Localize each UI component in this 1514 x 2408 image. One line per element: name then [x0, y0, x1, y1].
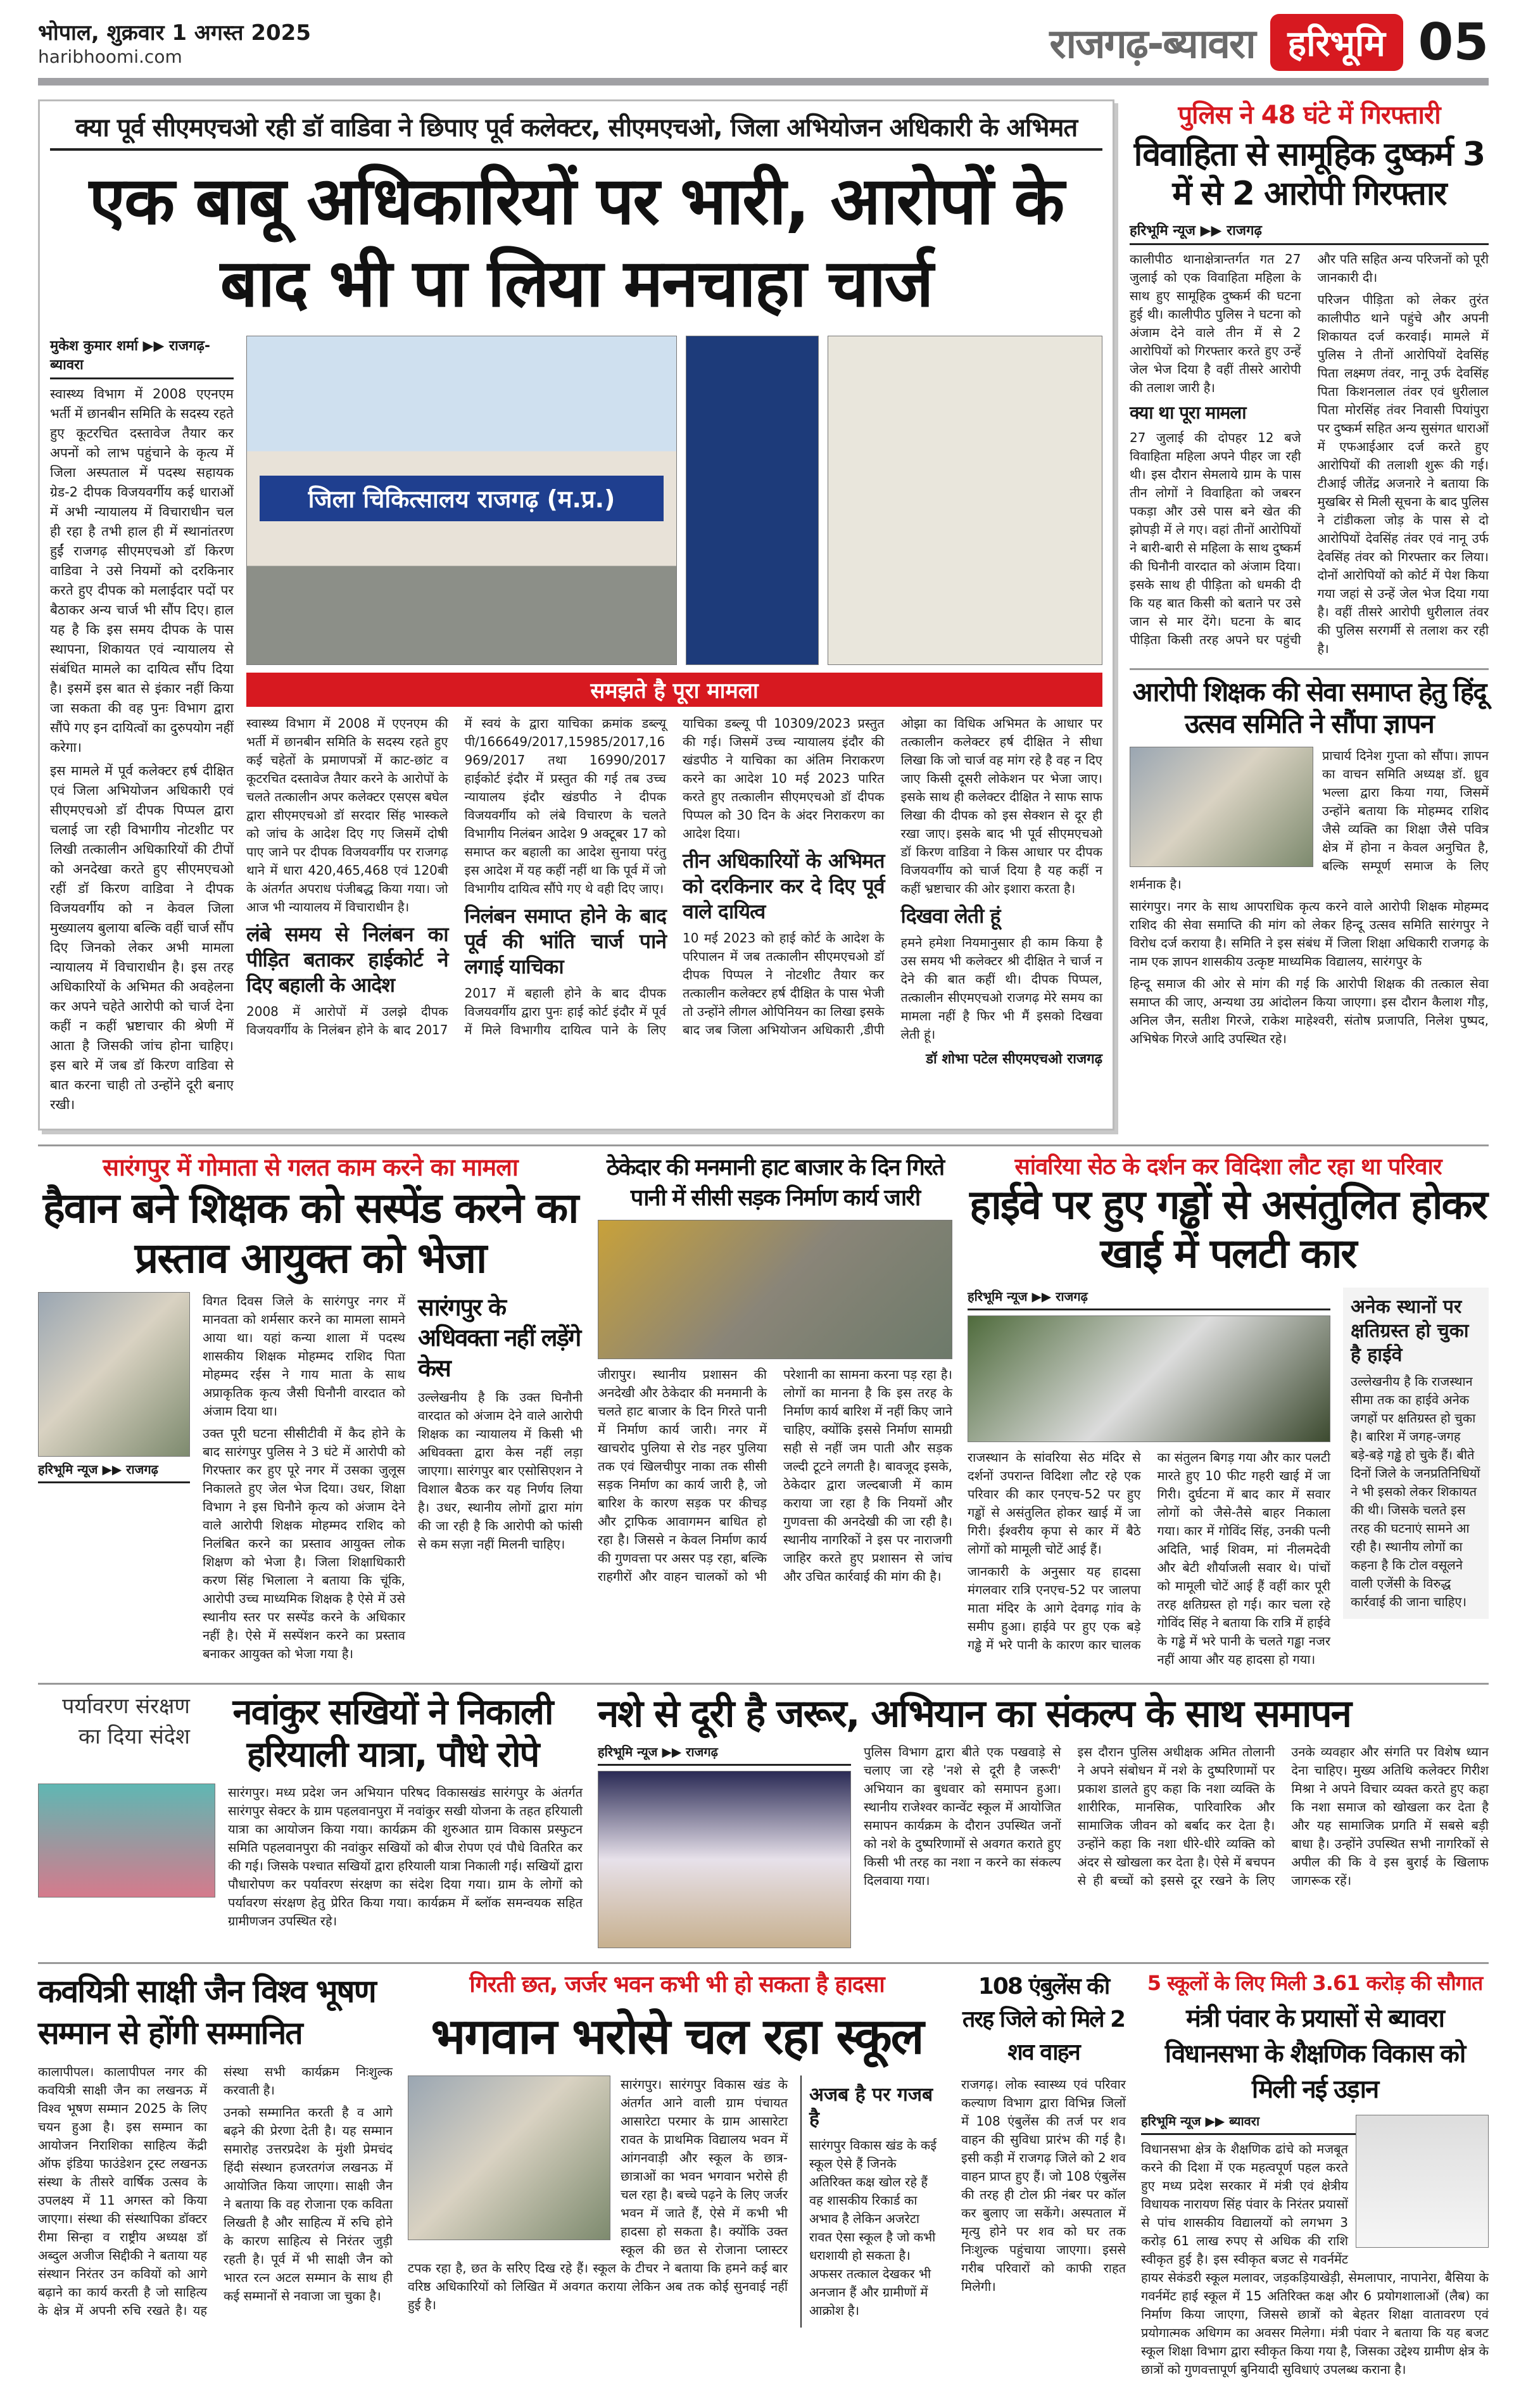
story-body	[38, 2063, 393, 2320]
paragraph: सारंगपुर। सारंगपुर विकास खंड के अंतर्गत आने वाली ग्राम पंचायत आसारेटा परमार के ग्राम आसारेटा रावत के प्राथमिक विद्यालय भवन में आंगनवाड़ी और स्कूल के छात्र-छात्राओं का भवन भगवान भरोसे ही चल रहा है। बच्चे पढ़ने के लिए जर्जर भवन में जाते हैं, ऐसे में कभी भी हादसा हो सकता है। क्योंकि उक्त स्कूल की छत से रोजाना प्लास्टर टपक रहा है, छत के सरिए दिख रहे हैं। स्कूल के टीचर ने बताया कि हमने कई बार वरिष्ठ अधिकारियों को लिखित में अवगत कराया लेकिन अब तक कोई सुनवाई नहीं हुई है।	[408, 2077, 788, 2313]
story-kicker: पर्यावरण संरक्षण का दिया संदेश	[62, 1693, 190, 1749]
memorandum-photo	[1130, 747, 1313, 867]
sidebar-text: उल्लेखनीय है कि राजस्थान सीमा तक का हाईवे अनेक जगहों पर क्षतिग्रस्त हो चुका है। बारिश में जगह-जगह बड़े-बड़े गड्ढे हो चुके हैं। बीते दिनों जिले के जनप्रतिनिधियों ने भी इसको लेकर शिकायत की थी। जिसके चलते इस तरह की घटनाएं सामने आ रही है। स्थानीय लोगों का कहना है कि टोल वसूलने वाली एजेंसी के विरुद्ध कार्रवाई की जाना चाहिए।	[1351, 1373, 1480, 1609]
paragraph: हमने हमेशा नियमानुसार ही काम किया है उस समय भी कलेक्टर श्री दीक्षित ने चार्ज न देने की बात कहीं थी। दीपक पिप्पल, तत्कालीन सीएमएचओ राजगढ़ मेरे समय का मामला नहीं है फिर भी मैं इसको दिखवा लेती हूं।	[900, 935, 1102, 1042]
subheading: दिखवा लेती हूं	[900, 904, 1000, 928]
story-headline: मंत्री पंवार के प्रयासों से ब्यावरा विधानसभा के शैक्षणिक विकास को मिली नई उड़ान	[1164, 2003, 1465, 2104]
minister-photo	[1356, 2115, 1489, 2248]
sidebar-text: उल्लेखनीय है कि उक्त घिनौनी वारदात को अंजाम देने वाले आरोपी शिक्षक का न्यायालय में किसी भी अधिवक्ता द्वारा केस नहीं लड़ा जाएगा। सारंगपुर बार एसोसिएशन ने विशाल बैठक कर यह निर्णय लिया है। उधर, स्थानीय लोगों द्वारा मांग की जा रही है कि आरोपी को फांसी से कम सज़ा नहीं मिलनी चाहिए।	[418, 1389, 583, 1552]
paragraph: 27 जुलाई की दोपहर 12 बजे विवाहिता महिला अपने पीहर जा रही थी। इस दौरान सेमलाये ग्राम के पास तीन लोगों ने विवाहिता को जबरन पकड़ा और उसे पास बने खेत की झोपड़ी में ले गए। वहां तीनों आरोपियों ने बारी-बारी से महिला के साथ दुष्कर्म की घिनौनी वारदात को अंजाम दिया। इसके साथ ही पीड़िता को धमकी दी कि यह बात किसी को बताने पर उसे जान से मार देंगे। घटना के बाद पीड़िता किसी तरह अपने घर पहुंची और पति सहित अन्य परिजनों को पूरी जानकारी दी।	[1130, 251, 1489, 647]
story-subhead: क्या था पूरा मामला	[1130, 402, 1246, 423]
lead-left-column	[50, 384, 234, 1115]
paragraph: राजगढ़। लोक स्वास्थ्य एवं परिवार कल्याण विभाग द्वारा विभिन्न जिलों में 108 एंबुलेंस की तर्ज पर शव वाहन की सुविधा प्रारंभ की गई है। इसी कड़ी में राजगढ़ जिले को 2 शव वाहन प्राप्त हुए हैं। जो 108 एंबुलेंस की तरह ही टोल फ्री नंबर पर कॉल कर बुलाए जा सकेंगे। अस्पताल में मृत्यु होने पर शव को घर तक निःशुल्क पहुंचाया जाएगा। इससे गरीब परिवारों को काफी राहत मिलेगी।	[961, 2076, 1126, 2294]
story-headline: हैवान बने शिक्षक को सस्पेंड करने का प्रस्ताव आयुक्त को भेजा	[42, 1183, 578, 1283]
story-headline: कवयित्री साक्षी जैन विश्व भूषण सम्मान से होंगी सम्मानित	[38, 1972, 375, 2051]
subheading: तीन अधिकारियों के अभिमत को दरकिनार कर दे दिए पूर्व वाले दायित्व	[683, 849, 885, 923]
story-kicker: सांवरिया सेठ के दर्शन कर विदिशा लौट रहा था परिवार	[1014, 1154, 1442, 1180]
story-body	[961, 2075, 1126, 2296]
accused-teacher-photo	[38, 1292, 190, 1457]
teacher-suspension-story	[38, 1153, 583, 1667]
greenery-yatra-story	[38, 1691, 583, 1934]
teacher-memo-story	[1130, 668, 1489, 1052]
paragraph: 2008 में आरोपों में उलझे दीपक विजयवर्गीय के निलंबन होने के बाद 2017 में स्वयं के द्वारा याचिका क्रमांक डब्ल्यू पी/166649/2017,15985/2017,16969/2017 तथा 16990/2017 हाईकोर्ट इंदौर में प्रस्तुत की गई तब उच्च न्यायालय इंदौर खंडपीठ ने दीपक विजयवर्गीय को लंबे विचारण के चलते विभागीय निलंबन आदेश 9 अक्टूबर 17 को समाप्त कर बहाली का आदेश सुनाया परंतु इस आदेश में यह कहीं नहीं था कि पूर्व में जो विभागीय दायित्व सौंपे गए थे वही दिए जाए।	[246, 716, 666, 1037]
hospital-photo	[246, 336, 677, 665]
paragraph: विगत दिवस जिले के सारंगपुर नगर में मानवता को शर्मसार करने का मामला सामने आया था। यहां कन्या शाला में पदस्थ शासकीय शिक्षक मोहम्मद राशिद पिता मोहम्मद रईस ने गाय माता के साथ अप्राकृतिक कृत्य जैसी घिनौनी वारदात को अंजाम दिया था।	[203, 1293, 405, 1419]
story-byline: हरिभूमि न्यूज ▶▶ राजगढ़	[1130, 220, 1489, 245]
hearse-vehicle-story	[961, 1970, 1126, 2300]
greenery-yatra-photo	[38, 1784, 215, 1898]
sidebar-title: सारंगपुर के अधिवक्ता नहीं लड़ेंगे केस	[418, 1293, 581, 1382]
campaign-event-photo	[598, 1771, 851, 1948]
paragraph: सारंगपुर। नगर के साथ आपराधिक कृत्य करने वाले आरोपी शिक्षक मोहम्मद राशिद की सेवा समाप्ति की मांग को लेकर हिन्दू उत्सव समिति सारंगपुर ने विरोध दर्ज कराया है। समिति ने इस संबंध में जिला शिक्षा अधिकारी राजगढ़ के नाम एक ज्ञापन शासकीय उत्कृष्ट माध्यमिक विद्यालय, सारंगपुर के	[1130, 898, 1489, 969]
poet-honour-story	[38, 1970, 393, 2320]
paragraph: सारंगपुर। मध्य प्रदेश जन अभियान परिषद विकासखंड सारंगपुर के अंतर्गत सारंगपुर सेक्टर के ग्राम पहलवानपुरा में नवांकुर सखी योजना के तहत हरियाली यात्रा का आयोजन किया गया। कार्यक्रम की शुरुआत ग्राम विकास प्रस्फुटन समिति पहलवानपुरा की नवांकुर सखियों को बीज रोपण एवं पौधे वितरित कर की गई। जिसके पश्चात सखियों द्वारा हरियाली यात्रा निकाली गई। सखियों द्वारा पौधारोपण कर पर्यावरण संरक्षण का संदेश दिया गया। ग्राम के लोगों को पर्यावरण संरक्षण हेतु प्रेरित किया गया। कार्यक्रम में ब्लॉक समन्वयक सहित ग्रामीणजन उपस्थित रहे।	[228, 1784, 583, 1929]
story-headline: भगवान भरोसे चल रहा स्कूल	[431, 2008, 923, 2065]
car-accident-story	[968, 1153, 1489, 1669]
paragraph: स्वास्थ्य विभाग में 2008 एएनएम भर्ती में छानबीन समिति के सदस्य रहते हुए कूटरचित दस्तावेज तैयार कर अपनों को लाभ पहुंचाने के कृत्य में जिला अस्पताल में पदस्थ सहायक ग्रेड-2 दीपक विजयवर्गीय कई धाराओं में अभी न्यायालय में विचाराधीन चल ही रहा है तभी हाल ही में स्थानांतरण हुईं राजगढ़ सीएमएचओ डॉ किरण वाडिवा ने उसे नियमों को दरकिनार करते हुए दीपक को मलाईदार पदों पर बैठाकर अन्य चार्ज भी सौंप दिए। हाल यह है कि इस समय दीपक के पास स्थापना, शिकायत एवं न्यायालय से संबंधित मामले का दायित्व सौंप दिया है। इसमें इस बात से इंकार नहीं किया जा सकता की वह पुनः विभाग द्वारा सौंपे गए इन दायित्वों का दुरुपयोग नहीं करेगा।	[50, 386, 234, 755]
story-headline: विवाहिता से सामूहिक दुष्कर्म 3 में से 2 आरोपी गिरफ्तार	[1133, 136, 1485, 213]
story-body	[598, 1366, 952, 1588]
whatsapp-screenshot	[686, 336, 819, 665]
subheading: निलंबन समाप्त होने के बाद पूर्व की भांति चार्ज पाने लगाई याचिका	[464, 904, 666, 979]
subheading: लंबे समय से निलंबन का पीड़ित बताकर हाईकोर्ट ने दिए बहाली के आदेश	[246, 922, 448, 997]
edition-date: भोपाल, शुक्रवार 1 अगस्त 2025	[38, 20, 311, 46]
sidebar-text: सारंगपुर विकास खंड के कई स्कूल ऐसे हैं जिनके अतिरिक्त कक्ष खोल रहे हैं वह शासकीय रिकार्ड का अभाव है लेकिन अजरेटा रावत ऐसा स्कूल है जो कभी धराशायी हो सकता है। अफसर तत्काल देखकर भी अनजान हैं और ग्रामीणों में आक्रोश है।	[809, 2138, 937, 2319]
explainer-banner: समझते है पूरा मामला	[246, 673, 1102, 707]
advocates-sidebar	[418, 1292, 583, 1554]
paragraph: 10 मई 2023 को हाई कोर्ट के आदेश के परिपालन में जब तत्कालीन सीएमएचओ डॉ दीपक पिप्पल ने नोटशीट तैयार कर तत्कालीन कलेक्टर हर्ष दीक्षित के पास भेजी तो उन्होंने लीगल ओपिनियन का लिखा इसके बाद जब जिला अभियोजन अधिकारी ,डीपी ओझा का विधिक अभिमत के आधार पर तत्कालीन कलेक्टर हर्ष दीक्षित ने सीधा लिखा कि जो चार्ज वह मांग रहे है वह न दिए जाए किसी दूसरी लोकेशन पर भेजा जाए। इसके साथ ही कलेक्टर दीक्षित ने साफ साफ लिखा की दीपक को इस सेक्शन से दूर ही रखा जाए। इसके बाद भी पूर्व सीएमएचओ डॉ किरण वाडिवा ने किस आधार पर दीपक विजयवर्गीय को चार्ज दिया है यह कहीं न कहीं भ्रष्टाचार की ओर इशारा करता है।	[683, 716, 1102, 1037]
section-title: राजगढ़-ब्यावरा	[1049, 21, 1255, 68]
story-body	[968, 1448, 1330, 1669]
anti-drug-campaign-story	[598, 1691, 1489, 1948]
story-byline: हरिभूमि न्यूज ▶▶ राजगढ़	[38, 1461, 190, 1483]
story-kicker: 5 स्कूलों के लिए मिली 3.61 करोड़ की सौगात	[1147, 1970, 1483, 1995]
lead-byline: मुकेश कुमार शर्मा ▶▶ राजगढ़-ब्यावरा	[50, 336, 234, 379]
right-column	[1130, 99, 1489, 1052]
school-funds-story	[1141, 1970, 1489, 2383]
story-byline: हरिभूमि न्यूज ▶▶ राजगढ़	[598, 1743, 851, 1766]
paragraph: स्वास्थ्य विभाग में 2008 में एएनएम की भर्ती में छानबीन समिति के सदस्य रहते हुए कई चहेतों के प्रमाणपत्रों में काट-छांट व कूटरचित दस्तावेज तैयार करने के आरोपों के चलते तत्कालीन अपर कलेक्टर एसएस बघेल द्वारा सीएमएचओ डॉ सरदार सिंह भास्कले को जांच के आदेश दिए गए जिसमें दोषी पाए जाने पर दीपक विजयवर्गीय पर राजगढ़ थाने में धारा 420,465,468 एवं 120बी के अंतर्गत अपराध पंजीबद्ध किया गया। जो आज भी न्यायालय में विचाराधीन है।	[246, 716, 448, 915]
story-kicker: पुलिस ने 48 घंटे में गिरफ्तारी	[1178, 101, 1441, 130]
paragraph: जानकारी के अनुसार यह हादसा मंगलवार रात्रि एनएच-52 पर जालपा माता मंदिर के आगे देवगढ़ गांव के समीप हुआ। हाईवे पर हुए एक बड़े गड्ढे में भरे पानी के कारण कार चालक का संतुलन बिगड़ गया और कार पलटी मारते हुए 10 फीट गहरी खाई में जा गिरी। दुर्घटना में बाद कार में सवार लोगों को जैसे-तैसे बाहर निकाला गया। कार में गोविंद सिंह, उनकी पत्नी अदिति, भाई शिवम, मां नीलमदेवी और बेटी शौर्याजली सवार थे। पांचों को मामूली चोटें आई हैं वहीं कार पूरी तरह क्षतिग्रस्त हो गई। कार चला रहे गोविंद सिंह ने बताया कि रात्रि में हाईवे के गड्ढे में भरे पानी के चलते गड्ढा नजर नहीं आया और यह हादसा हो गया।	[968, 1449, 1330, 1667]
dilapidated-school-story	[408, 1970, 946, 2328]
road-construction-photo	[598, 1220, 952, 1359]
paragraph: परिजन पीड़िता को लेकर तुरंत कालीपीठ थाने पहुंचे और अपनी शिकायत दर्ज करवाई। मामले में पुलिस ने तीनों आरोपियों देवसिंह पिता लक्ष्मण तंवर, नानू उर्फ देवसिंह पिता किशनलाल तंवर एवं धुरीलाल पिता मोरसिंह तंवर निवासी पियांपुरा पर दुष्कर्म सहित अन्य सुसंगत धाराओं में एफआईआर दर्ज करते हुए आरोपियों की तलाशी शुरू की गई। टीआई जीतेंद्र अजनारे ने बताया कि मुखबिर से मिली सूचना के बाद पुलिस ने टांडीकला जोड़ के पास से दो आरोपियों देवसिंह तंवर एवं नानू उर्फ देवसिंह तंवर को गिरफ्तार कर लिया। दोनों आरोपियों को कोर्ट में पेश किया गया जहां से उन्हें जेल भेज दिया गया है। वहीं तीसरे आरोपी धुरीलाल तंवर की पुलिस सरगर्मी से तलाश कर रही है।	[1317, 291, 1489, 656]
story-headline: नवांकुर सखियों ने निकाली हरियाली यात्रा, पौधे रोपे	[232, 1691, 553, 1775]
gangrape-story	[1130, 99, 1489, 658]
school-building-photo	[408, 2075, 610, 2240]
story-body	[228, 1784, 583, 1934]
paragraph: 2017 में बहाली होने के बाद दीपक विजयवर्गीय द्वारा पुनः हाई कोर्ट इंदौर में पूर्व में मिले विभागीय दायित्व पाने के लिए याचिका डब्ल्यू पी 10309/2023 प्रस्तुत की गई। जिसमें उच्च न्यायालय इंदौर की खंडपीठ ने याचिका का अंतिम निराकरण करने का आदेश 10 मई 2023 पारित करते हुए तत्कालीन सीएमएचओ डॉ दीपक पिप्पल को 30 दिन के अंदर निराकरण का आदेश दिया।	[464, 716, 885, 1037]
story-headline: नशे से दूरी है जरूर, अभियान का संकल्प के साथ समापन	[598, 1691, 1351, 1736]
highway-damage-sidebar	[1343, 1288, 1489, 1619]
paragraph: उनको सम्मानित करती है व आगे बढ़ने की प्रेरणा देती है। यह सम्मान समारोह उत्तरप्रदेश के मुंशी प्रेमचंद हिंदी संस्थान हजरतगंज लखनऊ में आयोजित किया जाएगा। साक्षी जैन ने बताया कि वह रोजाना एक कविता लिखती है और साहित्य में रुचि होने के कारण साहित्य से निरंतर जुड़ी रहती है। पूर्व में भी साक्षी जैन को भारत रत्न अटल सम्मान के साथ ही कई सम्मानों से नवाजा जा चुका है।	[224, 2104, 393, 2303]
paragraph: प्राचार्य दिनेश गुप्ता को सौंपा। ज्ञापन का वाचन समिति अध्यक्ष डॉ. ध्रुव भल्ला द्वारा किया गया, जिसमें उन्होंने बताया कि मोहम्मद राशिद जैसे व्यक्ति का शिक्षा जैसे पवित्र क्षेत्र में होना न केवल अनुचित है, बल्कि सम्पूर्ण समाज के लिए शर्मनाक है।	[1130, 747, 1489, 892]
ajab-gajab-sidebar	[800, 2075, 946, 2328]
story-headline: आरोपी शिक्षक की सेवा समाप्त हेतु हिंदू उत्सव समिति ने सौंपा ज्ञापन	[1132, 676, 1486, 740]
story-headline: ठेकेदार की मनमानी हाट बाजार के दिन गिरते पानी में सीसी सड़क निर्माण कार्य जारी	[606, 1155, 944, 1211]
paragraph: इस दौरान पुलिस अधीक्षक अमित तोलानी ने अपने संबोधन में नशे के दुष्परिणामों पर प्रकाश डालते हुए कहा कि नशा व्यक्ति के शारीरिक, मानसिक, पारिवारिक और सामाजिक जीवन को बर्बाद कर देता है। उन्होंने कहा कि नशा धीरे-धीरे व्यक्ति को अंदर से खोखला कर देता है। ऐसे में बचपन से ही बच्चों को इससे दूर रखने के लिए उनके व्यवहार और संगति पर विशेष ध्यान देना चाहिए। मुख्य अतिथि कलेक्टर गिरीश मिश्रा ने अपने विचार व्यक्त करते हुए कहा कि नशा समाज को खोखला कर देता है और यह सामाजिक प्रगति में सबसे बड़ी बाधा है। उन्होंने उपस्थित सभी नागरिकों से अपील की कि वे इस बुराई के खिलाफ जागरूक रहें।	[1077, 1744, 1489, 1888]
story-body	[864, 1743, 1489, 1892]
story-headline: 108 एंबुलेंस की तरह जिले को मिले 2 शव वाहन	[962, 1973, 1125, 2065]
notesheet-photo	[828, 336, 1102, 665]
overturned-car-photo	[968, 1315, 1330, 1442]
sidebar-title: अजब है पर गजब है	[809, 2084, 933, 2131]
hospital-signboard: जिला चिकित्सालय राजगढ़ (म.प्र.)	[260, 476, 664, 521]
lead-headline: एक बाबू अधिकारियों पर भारी, आरोपों के बाद भी पा लिया मनचाहा चार्ज	[89, 162, 1064, 322]
lead-body	[246, 714, 1102, 1044]
sidebar-title: अनेक स्थानों पर क्षतिग्रस्त हो चुका है हाईवे	[1351, 1295, 1469, 1366]
page-header	[38, 13, 1489, 86]
paragraph: कालीपीठ थानाक्षेत्रान्तर्गत गत 27 जुलाई को एक विवाहिता महिला के साथ हुए सामूहिक दुष्कर्म की घटना हुई थी। कालीपीठ पुलिस ने घटना को अंजाम देने वाले तीन में से 2 आरोपियों को गिरफ्तार करते हुए उन्हें जेल भेज दिया है वहीं तीसरे आरोपी की तलाश जारी है।	[1130, 251, 1301, 395]
paragraph: राजस्थान के सांवरिया सेठ मंदिर से दर्शनों उपरान्त विदिशा लौट रहे एक परिवार की कार एनएच-52 पर हुए गड्ढों से असंतुलित होकर खाई में जा गिरी। ईश्वरीय कृपा से कार में बैठे लोगों को मामूली चोटें आई हैं।	[968, 1449, 1141, 1557]
website-link[interactable]: haribhoomi.com	[38, 46, 182, 67]
paragraph: कालापीपल। कालापीपल नगर की कवयित्री साक्षी जैन का लखनऊ में विश्व भूषण सम्मान 2025 के लिए चयन हुआ है। इस सम्मान का आयोजन निराशिका साहित्य केंद्री ऑफ इंडिया फाउंडेशन ट्रस्ट लखनऊ संस्था के तीसरे वार्षिक उत्सव के उपलक्ष्य में 11 अगस्त को किया जाएगा। संस्था की संस्थापिका डॉक्टर रीमा सिन्हा व राष्ट्रीय अध्यक्ष डॉ अब्दुल अजीज सिद्दीकी ने बताया यह संस्थान निरंतर उन कवियों को आगे बढ़ाने का कार्य करती है जो साहित्य के क्षेत्र में अपनी रुचि रखते है। यह संस्था सभी कार्यक्रम निःशुल्क करवाती है।	[38, 2063, 393, 2318]
paragraph: पुलिस विभाग द्वारा बीते एक पखवाड़े से चलाए जा रहे 'नशे से दूरी है जरूरी' अभियान का बुधवार को समापन हुआ। स्थानीय राजेश्वर कान्वेंट स्कूल में आयोजित समापन कार्यक्रम के दौरान उपस्थित जनों को नशे के दुष्परिणामों से अवगत कराते हुए किसी भी तरह का नशा न करने का संकल्प दिलवाया गया।	[864, 1744, 1061, 1888]
lead-story	[38, 99, 1114, 1131]
paragraph: उक्त पूरी घटना सीसीटीवी में कैद होने के बाद सारंगपुर पुलिस ने 3 घंटे में आरोपी को गिरफ्तार कर हुए पूरे नगर में उसका जुलूस निकालते हुए जेल भेज दिया। उधर, शिक्षा विभाग ने इस घिनौने कृत्य को अंजाम देने वाले आरोपी शिक्षक मोहम्मद राशिद को निलंबित करने का प्रस्ताव आयुक्त लोक शिक्षण को भेजा है। जिला शिक्षाधिकारी करण सिंह भिलाला ने बताया कि चूंकि, आरोपी उच्च माध्यमिक शिक्षक है ऐसे में उसे स्थानीय स्तर पर सस्पेंड करने के अधिकार नहीं है। ऐसे में सस्पेंशन करने का प्रस्ताव बनाकर आयुक्त को भेजा गया है।	[203, 1425, 405, 1661]
road-construction-story	[598, 1153, 952, 1588]
haribhoomi-logo: हरिभूमि	[1270, 14, 1403, 71]
lead-kicker: क्या पूर्व सीएमएचओ रही डॉ वाडिवा ने छिपाए पूर्व कलेक्टर, सीएमएचओ, जिला अभियोजन अधिकारी के अभिमत	[50, 111, 1102, 151]
story-byline: हरिभूमि न्यूज ▶▶ राजगढ़	[968, 1288, 1330, 1310]
story-kicker: सारंगपुर में गोमाता से गलत काम करने का मामला	[103, 1153, 518, 1181]
story-headline: हाईवे पर हुए गड्ढों से असंतुलित होकर खाई में पलटी कार	[969, 1182, 1487, 1277]
paragraph: जीरापुर। स्थानीय प्रशासन की अनदेखी और ठेकेदार की मनमानी के चलते हाट बाजार के दिन गिरते पानी में निर्माण कार्य जारी। नगर में खाचरोद पुलिया से रोड नहर पुलिया तक एवं खिलचीपुर नाका तक सीसी सड़क निर्माण का कार्य जारी है, जो बारिश के कारण सड़क पर कीचड़ और ट्राफिक आवागमन बाधित हो रहा है। जिससे न केवल निर्माण कार्य की गुणवत्ता पर असर पड़ रहा, बल्कि राहगीरों और वाहन चालकों को भी परेशानी का सामना करना पड़ रहा है। लोगों का मानना है कि इस तरह के निर्माण कार्य बारिश में नहीं किए जाने चाहिए, क्योंकि इससे निर्माण सामग्री सही से नहीं जम पाती और सड़क जल्दी टूटने लगती है। बावजूद इसके, ठेकेदार द्वारा जल्दबाजी में काम कराया जा रहा है कि नियमों और गुणवत्ता की अनदेखी की जा रही है। स्थानीय नागरिकों ने इस पर नाराजगी जाहिर करते हुए प्रशासन से जांच और उचित कार्रवाई की मांग की है।	[598, 1367, 952, 1584]
story-body	[203, 1292, 405, 1667]
story-body	[1130, 250, 1301, 397]
paragraph: विधानसभा क्षेत्र के शैक्षणिक ढांचे को मजबूत करने की दिशा में एक महत्वपूर्ण पहल करते हुए मध्य प्रदेश सरकार में मंत्री एवं क्षेत्रीय विधायक नारायण सिंह पंवार के निरंतर प्रयासों से पांच शासकीय विद्यालयों को लगभग 3 करोड़ 61 लाख रुपए से अधिक की राशि स्वीकृत हुई है। इस स्वीकृत बजट से गवर्नमेंट हायर सेकंडरी स्कूल मलावर, जड़कड़ियाखेड़ी, सेमलापार, नापानेरा, बैसिया के गवर्नमेंट हाई स्कूल में 15 अतिरिक्त कक्ष और 6 प्रयोगशालाओं (लैब) का निर्माण किया जाएगा, जिससे छात्रों को बेहतर शिक्षा वातावरण एवं प्रयोगात्मक अधिगम का अवसर मिलेगा। मंत्री पंवार ने बताया कि यह बजट स्कूल शिक्षा विभाग द्वारा स्वीकृत किया गया है, जिसका उद्देश्य ग्रामीण क्षेत्र के छात्रों को गुणवत्तापूर्ण बुनियादी सुविधाएं उपलब्ध कराना है।	[1141, 2141, 1489, 2377]
story-kicker: गिरती छत, जर्जर भवन कभी भी हो सकता है हादसा	[469, 1971, 885, 1998]
quote-signature: डॉ शोभा पटेल सीएमएचओ राजगढ़	[926, 1051, 1102, 1067]
story-byline: हरिभूमि न्यूज ▶▶ ब्यावरा	[1141, 2112, 1489, 2135]
paragraph: इस मामले में पूर्व कलेक्टर हर्ष दीक्षित एवं जिला अभियोजन अधिकारी एवं सीएमएचओ डॉ दीपक पिप्पल द्वारा चलाई जा रही विभागीय नोटशीट पर लिखी तत्कालीन अधिकारियों की टीपों को अनदेखा करते हुए सीएमएचओ रहीं डॉ किरण वाडिवा ने दीपक विजयवर्गीय को न केवल जिला मुख्यालय बुलाया बल्कि वहीं चार्ज सौंप दिए जिनको लेकर अभी मामला न्यायालय में विचाराधीन है। इस तरह अधिकारियों के अभिमत की अवहेलना कर अपने चहेते आरोपी को चार्ज देना कहीं न कहीं भ्रष्टाचार की श्रेणी में आता है जिसकी जांच होना चाहिए। इस बारे में जब डॉ किरण वाडिवा से बात करना चाही तो उन्होंने दूरी बनाए रखी।	[50, 763, 234, 1112]
page-number: 05	[1418, 13, 1489, 72]
paragraph: हिन्दू समाज की ओर से मांग की गई कि आरोपी शिक्षक की तत्काल सेवा समाप्त की जाए, अन्यथा उग्र आंदोलन किया जाएगा। इस दौरान कैलाश गौड़, अनिल जैन, सतीश गिरजे, राकेश माहेश्वरी, संतोष प्रजापति, निलेश पुष्पद, अभिषेक गिरजे आदि उपस्थित रहे।	[1130, 975, 1489, 1046]
